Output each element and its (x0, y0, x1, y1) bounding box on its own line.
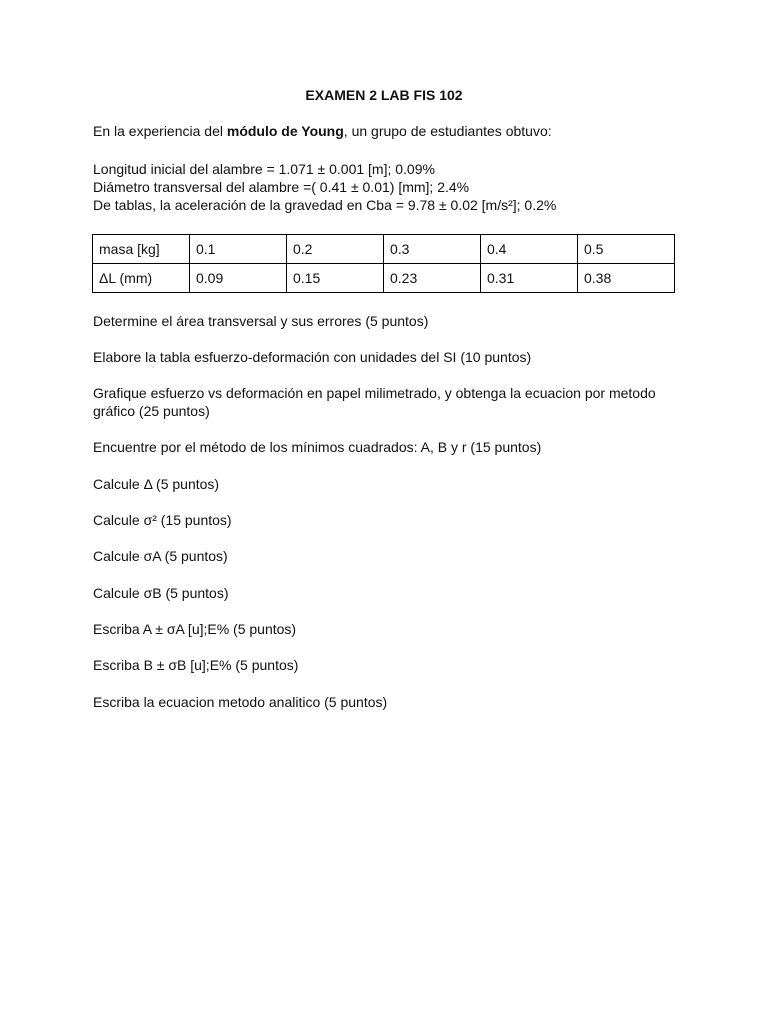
table-cell: 0.23 (384, 264, 481, 293)
question-item: Calcule σA (5 puntos) (93, 548, 228, 564)
question-item: Calcule σB (5 puntos) (93, 585, 229, 601)
given-line-diameter: Diámetro transversal del alambre =( 0.41 ± 0.01) [mm]; 2.4% (93, 179, 470, 195)
table-cell: 0.2 (287, 235, 384, 264)
table-cell: 0.1 (190, 235, 287, 264)
intro-bold-term: módulo de Young (226, 123, 344, 139)
intro-paragraph (93, 123, 693, 139)
table-cell: ΔL (mm) (93, 264, 190, 293)
question-item: Escriba B ± σB [u];E% (5 puntos) (93, 657, 299, 673)
question-item: Calcule Δ (5 puntos) (93, 476, 220, 492)
question-item: Escriba la ecuacion metodo analitico (5 puntos) (93, 694, 388, 710)
question-item: Grafique esfuerzo vs deformación en papel milimetrado, y obtenga la ecuacion por metodo gráfico (25 puntos) (93, 385, 656, 419)
given-line-gravity: De tablas, la aceleración de la gravedad en Cba = 9.78 ± 0.02 [m/s²]; 0.2% (93, 197, 557, 213)
question-item: Encuentre por el método de los mínimos cuadrados: A, B y r (15 puntos) (93, 439, 542, 455)
table-cell: 0.38 (578, 264, 675, 293)
table-cell: masa [kg] (93, 235, 190, 264)
question-item: Determine el área transversal y sus errores (5 puntos) (93, 313, 429, 329)
data-table (92, 234, 675, 293)
question-list (93, 312, 683, 711)
question-item: Calcule σ² (15 puntos) (93, 512, 232, 528)
table-cell: 0.5 (578, 235, 675, 264)
table-row-mass (93, 235, 675, 264)
table-cell: 0.15 (287, 264, 384, 293)
given-data-block (93, 160, 713, 214)
question-item: Elabore la tabla esfuerzo-deformación con unidades del SI (10 puntos) (93, 349, 532, 365)
given-line-length: Longitud inicial del alambre = 1.071 ± 0.001 [m]; 0.09% (93, 161, 435, 177)
table-cell: 0.3 (384, 235, 481, 264)
intro-text-before: En la experiencia del (93, 123, 227, 139)
table-row-elongation (93, 264, 675, 293)
page-title: EXAMEN 2 LAB FIS 102 (305, 87, 463, 103)
table-cell: 0.09 (190, 264, 287, 293)
question-item: Escriba A ± σA [u];E% (5 puntos) (93, 621, 297, 637)
table-cell: 0.31 (481, 264, 578, 293)
intro-text-after: , un grupo de estudiantes obtuvo: (343, 123, 552, 139)
table-cell: 0.4 (481, 235, 578, 264)
